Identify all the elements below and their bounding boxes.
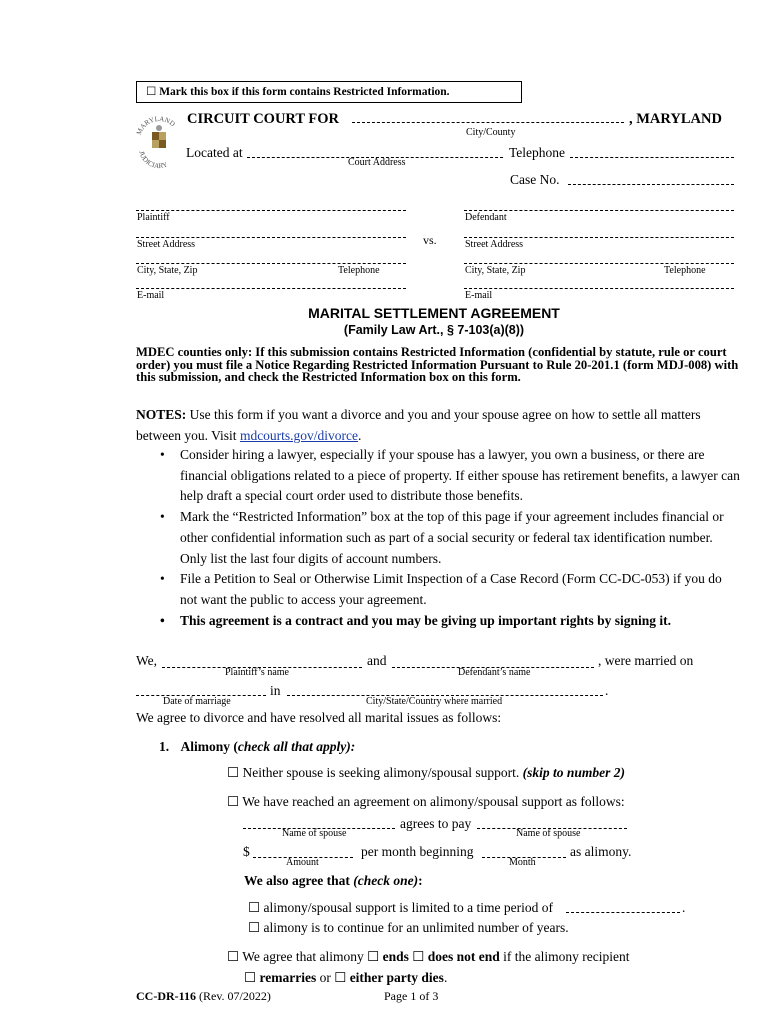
notes-end: . (358, 428, 362, 443)
notes-bullet-1: • Consider hiring a lawyer, especially if your spouse has a lawyer, you own a business, or there are financial obligations related to a piece of property. If either spouse has retirement benefits, a lawyer can help draft a special court order used to distribute those benefits. (136, 445, 740, 507)
alimony-limited-option (248, 900, 553, 916)
form-footer-id (136, 989, 271, 1004)
form-subtitle: (Family Law Art., § 7-103(a)(8)) (343, 323, 525, 337)
alimony-heading (159, 739, 355, 755)
defendant-telephone-caption: Telephone (664, 265, 706, 276)
alimony-unlimited-option (248, 920, 569, 936)
notes-label: NOTES: (136, 407, 187, 422)
we-agree-alimony-label: We agree that alimony (242, 949, 364, 964)
restricted-info-label: Mark this box if this form contains Restricted Information. (159, 86, 450, 98)
limited-period-label: alimony/spousal support is limited to a time period of (263, 900, 553, 915)
plaintiff-street-caption: Street Address (137, 239, 196, 250)
agreement-reached-label: We have reached an agreement on alimony/spousal support as follows: (242, 794, 625, 809)
form-id: CC-DR-116 (136, 989, 196, 1003)
dollar-sign: $ (243, 844, 250, 859)
limited-period-checkbox[interactable]: ☐ (248, 900, 261, 915)
as-alimony-label: as alimony. (570, 844, 632, 859)
circuit-court-label: CIRCUIT COURT FOR (187, 111, 340, 127)
time-period-field[interactable] (566, 912, 680, 913)
form-title: MARITAL SETTLEMENT AGREEMENT (308, 305, 560, 321)
conditions-period: . (443, 970, 448, 985)
alimony-title: Alimony ( (180, 739, 238, 754)
remarries-checkbox[interactable]: ☐ (244, 970, 257, 985)
alimony-option-neither (227, 765, 625, 781)
we-label: We, (136, 653, 158, 668)
per-month-label: per month beginning (361, 844, 474, 859)
mdec-notice: MDEC counties only: If this submission contains Restricted Information (confidential by statute, rule or court order) you must file a Notice Regarding Restricted Information Pursuant to Rule 20-201.1 (form MDJ-008) with this submission, and check the Restricted Information box on this form. (136, 345, 739, 384)
month-caption: Month (509, 857, 536, 868)
receiving-spouse-caption: Name of spouse (516, 828, 581, 839)
defendant-field[interactable] (464, 210, 734, 211)
marriage-period: . (605, 683, 609, 698)
notes-paragraph (136, 404, 736, 446)
in-label: in (270, 683, 281, 698)
does-not-end-label: does not end (427, 949, 500, 964)
plaintiff-field[interactable] (136, 210, 406, 211)
defendant-email-field[interactable] (464, 288, 734, 289)
either-dies-checkbox[interactable]: ☐ (334, 970, 347, 985)
and-label: and (367, 653, 387, 668)
plaintiff-street-field[interactable] (136, 237, 406, 238)
remarries-label: remarries (259, 970, 317, 985)
notes-text: Use this form if you want a divorce and you and your spouse agree on how to settle all matters between you. Visit (136, 407, 701, 443)
date-of-marriage-caption: Date of marriage (163, 696, 231, 707)
plaintiff-caption: Plaintiff (137, 212, 170, 223)
maryland-label: , MARYLAND (629, 111, 722, 127)
plaintiff-email-field[interactable] (136, 288, 406, 289)
alimony-option-agreement (227, 794, 625, 810)
neither-seeking-label: Neither spouse is seeking alimony/spousal support. (242, 765, 520, 780)
limited-period-end: . (682, 900, 686, 915)
defendant-city-field[interactable] (464, 263, 734, 264)
svg-text:JUDICIARY (137, 150, 168, 170)
also-agree-colon: : (418, 873, 423, 888)
restricted-info-checkbox[interactable]: ☐ (146, 86, 157, 98)
also-agree-text: We also agree that (244, 873, 354, 888)
defendant-city-caption: City, State, Zip (465, 265, 526, 276)
restricted-info-row (146, 85, 450, 99)
city-county-caption: City/County (466, 127, 516, 138)
or-label: or (319, 970, 331, 985)
plaintiff-name-caption: Plaintiff’s name (225, 667, 289, 678)
unlimited-years-checkbox[interactable]: ☐ (248, 920, 261, 935)
divorce-link[interactable]: mdcourts.gov/divorce (239, 428, 359, 443)
court-telephone-label: Telephone (509, 145, 566, 160)
defendant-street-caption: Street Address (465, 239, 524, 250)
plaintiff-email-caption: E-mail (137, 290, 165, 301)
also-agree-label (244, 873, 423, 889)
agrees-to-pay-label: agrees to pay (400, 816, 472, 831)
if-recipient-label: if the alimony recipient (503, 949, 630, 964)
maryland-judiciary-seal (134, 110, 184, 170)
alimony-title-italic: check all that apply): (237, 739, 356, 754)
agreement-reached-checkbox[interactable]: ☐ (227, 794, 240, 809)
alimony-ends-option (227, 949, 629, 965)
we-agree-checkbox[interactable]: ☐ (227, 949, 240, 964)
city-county-field[interactable] (352, 122, 624, 123)
defendant-email-caption: E-mail (465, 290, 493, 301)
plaintiff-city-caption: City, State, Zip (137, 265, 198, 276)
neither-seeking-checkbox[interactable]: ☐ (227, 765, 240, 780)
notes-bullet-3: • File a Petition to Seal or Otherwise Limit Inspection of a Case Record (Form CC-DC-053) if you do not want the public to access your agreement. (136, 569, 740, 610)
plaintiff-city-field[interactable] (136, 263, 406, 264)
paying-spouse-caption: Name of spouse (282, 828, 347, 839)
defendant-caption: Defendant (465, 212, 507, 223)
notes-bullet-2: • Mark the “Restricted Information” box at the top of this page if your agreement includes financial or other confidential information such as part of a social security or federal tax identification number. Only list the last four digits of account numbers. (136, 507, 740, 569)
where-married-caption: City/State/Country where married (366, 696, 503, 707)
vs-label: vs. (423, 233, 437, 247)
amount-caption: Amount (286, 857, 319, 868)
alimony-number: 1. (159, 739, 170, 754)
check-one-text: (check one) (353, 873, 419, 888)
case-no-field[interactable] (568, 184, 734, 185)
does-not-end-checkbox[interactable]: ☐ (412, 949, 425, 964)
court-address-caption: Court Address (348, 157, 406, 168)
located-at-label: Located at (186, 145, 243, 160)
case-no-label: Case No. (510, 172, 560, 187)
court-telephone-field[interactable] (570, 157, 734, 158)
defendant-street-field[interactable] (464, 237, 734, 238)
agree-divorce-text: We agree to divorce and have resolved all marital issues as follows: (136, 710, 502, 725)
ends-label: ends (382, 949, 409, 964)
notes-bullet-4: • This agreement is a contract and you may be giving up important rights by signing it. (136, 611, 740, 632)
form-revision: (Rev. 07/2022) (199, 989, 271, 1003)
skip-to-2-label: (skip to number 2) (522, 765, 625, 780)
alimony-conditions (244, 970, 447, 986)
unlimited-years-label: alimony is to continue for an unlimited number of years. (263, 920, 569, 935)
plaintiff-telephone-caption: Telephone (338, 265, 380, 276)
were-married-on-label: , were married on (598, 653, 694, 668)
seal-top-text: MARYLAND (134, 114, 177, 136)
page-number: Page 1 of 3 (384, 989, 439, 1003)
seal-bottom-text: JUDICIARY (137, 150, 169, 170)
ends-checkbox[interactable]: ☐ (367, 949, 380, 964)
defendant-name-caption: Defendant’s name (458, 667, 531, 678)
either-dies-label: either party dies (349, 970, 444, 985)
notes-bullets (136, 445, 740, 631)
